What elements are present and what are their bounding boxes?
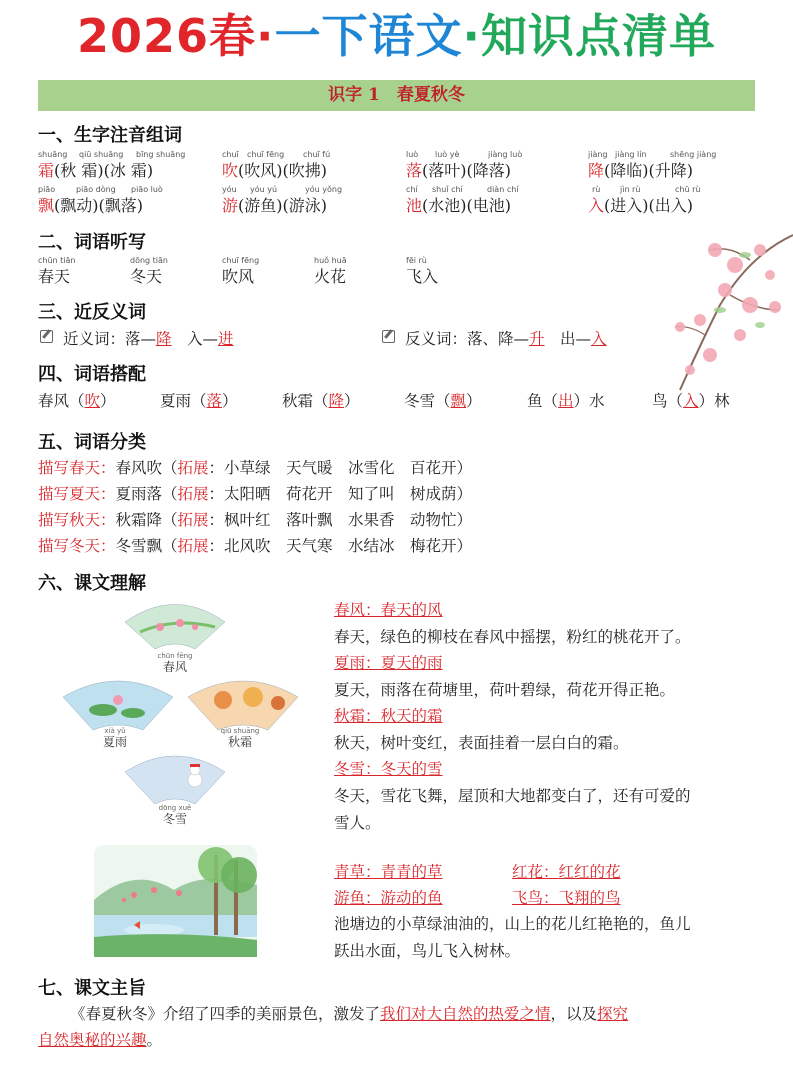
pinyin: chū rù [675,185,701,194]
pinyin: jiàng lín [615,150,647,159]
words: (水池)(电池) [422,196,511,215]
char: 游 [222,196,239,215]
scene-heading: 游鱼：游动的鱼 [334,889,443,907]
theme-highlight: 探究 [597,1005,629,1023]
classify-row [38,508,472,530]
section-heading-7: 七、课文主旨 [38,978,146,999]
text: ） [222,392,238,410]
answer: 飘 [450,392,467,410]
scene-text: 跃出水面，鸟儿飞入树林。 [334,942,521,960]
fan-caption: 夏雨 [102,735,127,749]
classify-extend: ：小草绿 天气暖 冰雪化 百花开） [208,459,473,477]
classify-word: 春风吹（ [115,459,178,477]
classify-extend: ：北风吹 天气寒 水结冰 梅花开） [208,537,473,555]
text: 夏雨（ [160,392,207,410]
extend-label: 拓展 [177,485,209,503]
pinyin: chūn tiān [38,256,76,265]
edit-icon [382,330,395,343]
section-heading-6: 六、课文理解 [38,573,146,594]
pinyin: chuī [222,150,239,159]
understanding-text: 冬天，雪花飞舞，屋顶和大地都变白了，还有可爱的 [334,787,691,805]
winter-fan-illustration [120,750,230,806]
pinyin: jiàng luò [488,150,523,159]
fan-caption: 春风 [162,660,187,674]
pinyin: piāo dòng [76,185,116,194]
classify-word: 秋霜降（ [115,511,178,529]
answer: 落 [206,392,223,410]
theme-highlight: 我们对大自然的热爱之情 [380,1005,551,1023]
section-heading-1: 一、生字注音组词 [38,125,182,146]
pinyin: rù [592,185,601,194]
antonym-mid: 出— [544,330,592,348]
edit-icon [40,330,53,343]
title-part-1: 2026春 [77,9,257,63]
char: 吹 [222,161,239,180]
word: 冬天 [130,267,163,286]
words: (吹风)(吹拂) [238,161,327,180]
understanding-heading: 春风：春天的风 [334,601,443,619]
classify-extend: ：枫叶红 落叶飘 水果香 动物忙） [208,511,473,529]
antonym-line [382,327,607,349]
pinyin: chuī fēng [247,150,285,159]
fan-pinyin: dōng xuě [158,804,192,812]
text: ） [344,392,360,410]
pinyin: jìn rù [620,185,641,194]
section-heading-2: 二、词语听写 [38,232,146,253]
collocation-item [404,389,482,411]
lesson-banner: 识字 1 春夏秋冬 [38,80,755,111]
antonym-answer: 升 [529,330,545,348]
classify-label: 描写冬天： [38,537,116,555]
words: (飘动)(飘落) [54,196,143,215]
synonym-answer: 进 [218,330,234,348]
char: 落 [406,161,423,180]
text: ）水 [573,392,605,410]
understanding-heading: 冬雪：冬天的雪 [334,760,443,778]
synonym-line [40,327,234,349]
word: 飞入 [406,267,439,286]
classify-row [38,456,472,478]
pinyin: shuǐ chí [432,185,463,194]
scene-text: 池塘边的小草绿油油的，山上的花儿红艳艳的，鱼儿 [334,915,691,933]
pinyin: yóu yǒng [305,185,343,194]
char: 池 [406,196,423,215]
theme-text: 。 [146,1031,163,1049]
fan-caption: 秋霜 [227,735,252,749]
fan-pinyin: xià yǔ [104,727,126,735]
classify-label: 描写春天： [38,459,116,477]
pinyin: luò yè [435,150,460,159]
understanding-heading: 秋霜：秋天的霜 [334,707,443,725]
classify-label: 描写秋天： [38,511,116,529]
pinyin: yóu yú [250,185,278,194]
section-heading-4: 四、词语搭配 [38,364,146,385]
theme-highlight: 自然奥秘的兴趣 [38,1031,147,1049]
pinyin: shuāng [38,150,68,159]
pinyin: piāo luò [131,185,163,194]
pond-scene-illustration [94,845,257,957]
classify-label: 描写夏天： [38,485,116,503]
pinyin: qiū shuāng [79,150,124,159]
pinyin: bīng shuāng [136,150,186,159]
pinyin: diàn chí [487,185,519,194]
theme-line-1 [70,1002,628,1024]
spring-fan-illustration [120,597,230,652]
text: 鸟（ [652,392,684,410]
title-part-2: 一下语文 [274,9,463,63]
scene-heading: 红花：红红的花 [512,863,621,881]
blossom-branch-illustration [660,215,793,395]
char: 入 [588,196,605,215]
char: 霜 [38,161,55,180]
text: ）林 [698,392,730,410]
understanding-text: 雪人。 [334,814,381,832]
pinyin: chuī fēng [222,256,260,265]
words: (落叶)(降落) [422,161,511,180]
title-dot-2: · [462,9,481,63]
words: (降临)(升降) [604,161,693,180]
char: 降 [588,161,605,180]
scene-heading: 飞鸟：飞翔的鸟 [512,889,621,907]
pinyin: shēng jiàng [670,150,717,159]
synonym-answer: 降 [156,330,172,348]
extend-label: 拓展 [177,511,209,529]
understanding-heading: 夏雨：夏天的雨 [334,654,443,672]
text: 冬雪（ [404,392,451,410]
text: ） [100,392,116,410]
understanding-text: 夏天，雨落在荷塘里，荷叶碧绿，荷花开得正艳。 [334,681,676,699]
extend-label: 拓展 [177,537,209,555]
synonym-mid: 入— [171,330,219,348]
answer: 吹 [84,392,101,410]
pinyin: chí [406,185,418,194]
extend-label: 拓展 [177,459,209,477]
understanding-text: 春天，绿色的柳枝在春风中摇摆，粉红的桃花开了。 [334,628,691,646]
pinyin: jiàng [588,150,608,159]
collocation-item [38,389,116,411]
section-heading-5: 五、词语分类 [38,432,146,453]
pinyin: piāo [38,185,56,194]
collocation-item [282,389,360,411]
char: 飘 [38,196,55,215]
word: 火花 [314,267,347,286]
pinyin: dōng tiān [130,256,168,265]
classify-extend: ：太阳晒 荷花开 知了叫 树成荫） [208,485,473,503]
words: (进入)(出入) [604,196,693,215]
title-part-3: 知识点清单 [481,9,716,63]
synonym-label: 近义词：落— [63,330,157,348]
pinyin: luò [406,150,419,159]
pinyin: yóu [222,185,237,194]
classify-row [38,534,472,556]
answer: 入 [683,392,699,410]
scene-heading: 青草：青青的草 [334,863,443,881]
pinyin: fēi rù [406,256,427,265]
fan-caption: 冬雪 [162,812,187,826]
classify-row [38,482,472,504]
words: (游鱼)(游泳) [238,196,327,215]
page-title [0,6,793,66]
antonym-answer: 入 [591,330,607,348]
summer-fan-illustration [58,675,178,733]
collocation-item [652,389,730,411]
theme-line-2 [38,1028,162,1050]
theme-text: ，以及 [550,1005,598,1023]
classify-word: 冬雪飘（ [115,537,178,555]
autumn-fan-illustration [183,675,303,733]
word: 吹风 [222,267,255,286]
understanding-text: 秋天，树叶变红，表面挂着一层白白的霜。 [334,734,629,752]
text: 春风（ [38,392,85,410]
antonym-label: 反义词：落、降— [405,330,530,348]
fan-pinyin: qiū shuāng [220,727,260,735]
text: ） [466,392,482,410]
theme-text: 《春夏秋冬》介绍了四季的美丽景色，激发了 [70,1005,381,1023]
pinyin: huǒ huā [314,256,347,265]
words: (秋 霜)(冰 霜) [54,161,154,180]
collocation-item [527,389,605,411]
fan-pinyin: chūn fēng [157,652,193,660]
pinyin: chuī fú [303,150,331,159]
collocation-item [160,389,238,411]
classify-word: 夏雨落（ [115,485,178,503]
section-heading-3: 三、近反义词 [38,302,146,323]
text: 鱼（ [527,392,559,410]
word: 春天 [38,267,71,286]
answer: 降 [328,392,345,410]
title-dot-1: · [256,9,275,63]
text: 秋霜（ [282,392,329,410]
answer: 出 [558,392,574,410]
